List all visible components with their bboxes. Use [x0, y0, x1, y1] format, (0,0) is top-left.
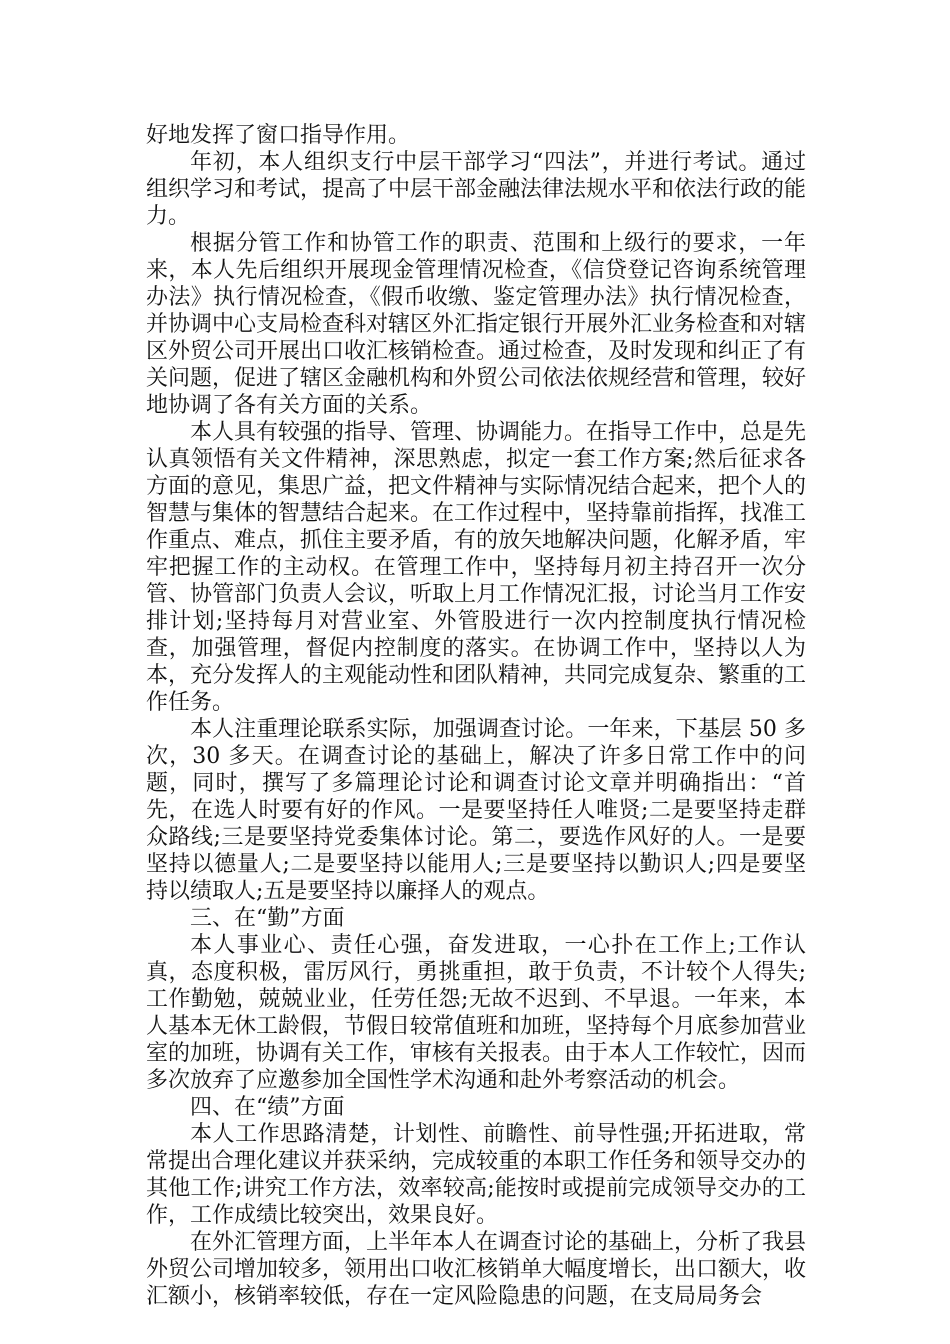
- paragraph-6: 本人事业心、责任心强，奋发进取，一心扑在工作上;工作认真，态度积极，雷厉风行，勇挑重担，敢于负责，不计较个人得失;工作勤勉，兢兢业业，任劳任怨;无故不迟到、不早退。一年来，本人基本无休工龄假，节假日较常值班和加班，坚持每个月底参加营业室的加班，协调有关工作，审核有关报表。由于本人工作较忙，因而多次放弃了应邀参加全国性学术沟通和赴外考察活动的机会。: [146, 933, 807, 1093]
- document-page: [146, 122, 806, 1310]
- section-heading-performance: 四、在“绩”方面: [190, 1095, 345, 1120]
- paragraph-7: 本人工作思路清楚，计划性、前瞻性、前导性强;开拓进取，常常提出合理化建议并获采纳，完成较重的本职工作任务和领导交办的其他工作;讲究工作方法，效率较高;能按时或提前完成领导交办的工作，工作成绩比较突出，效果良好。: [146, 1122, 807, 1228]
- paragraph-8: 在外汇管理方面，上半年本人在调查讨论的基础上，分析了我县外贸公司增加较多，领用出口收汇核销单大幅度增长，出口额大，收汇额小，核销率较低，存在一定风险隐患的问题，在支局局务会: [146, 1230, 807, 1309]
- paragraph-3: 根据分管工作和协管工作的职责、范围和上级行的要求，一年来，本人先后组织开展现金管理情况检查，《信贷登记咨询系统管理办法》执行情况检查，《假币收缴、鉴定管理办法》执行情况检查，并协调中心支局检查科对辖区外汇指定银行开展外汇业务检查和对辖区外贸公司开展出口收汇核销检查。通过检查，及时发现和纠正了有关问题，促进了辖区金融机构和外贸公司依法依规经营和管理，较好地协调了各有关方面的关系。: [146, 231, 807, 418]
- paragraph-4: 本人具有较强的指导、管理、协调能力。在指导工作中，总是先认真领悟有关文件精神，深思熟虑，拟定一套工作方案;然后征求各方面的意见，集思广益，把文件精神与实际情况结合起来，把个人的智慧与集体的智慧结合起来。在工作过程中，坚持靠前指挥，找准工作重点、难点，抓住主要矛盾，有的放矢地解决问题，化解矛盾，牢牢把握工作的主动权。在管理工作中，坚持每月初主持召开一次分管、协管部门负责人会议，听取上月工作情况汇报，讨论当月工作安排计划;坚持每月对营业室、外管股进行一次内控制度执行情况检查，加强管理，督促内控制度的落实。在协调工作中，坚持以人为本，充分发挥人的主观能动性和团队精神，共同完成复杂、繁重的工作任务。: [146, 420, 807, 715]
- paragraph-1: 好地发挥了窗口指导作用。: [146, 123, 411, 148]
- paragraph-5: 本人注重理论联系实际，加强调查讨论。一年来，下基层 50 多次，30 多天。在调查讨论的基础上，解决了许多日常工作中的问题，同时，撰写了多篇理论讨论和调查讨论文章并明确指出：“首先，在选人时要有好的作风。一是要坚持任人唯贤;二是要坚持走群众路线;三是要坚持党委集体讨论。第二，要选作风好的人。一是要坚持以德量人;二是要坚持以能用人;三是要坚持以勤识人;四是要坚持以绩取人;五是要坚持以廉择人的观点。: [146, 717, 806, 904]
- section-heading-diligence: 三、在“勤”方面: [190, 906, 345, 931]
- paragraph-2: 年初，本人组织支行中层干部学习“四法”，并进行考试。通过组织学习和考试，提高了中层干部金融法律法规水平和依法行政的能力。: [146, 150, 807, 229]
